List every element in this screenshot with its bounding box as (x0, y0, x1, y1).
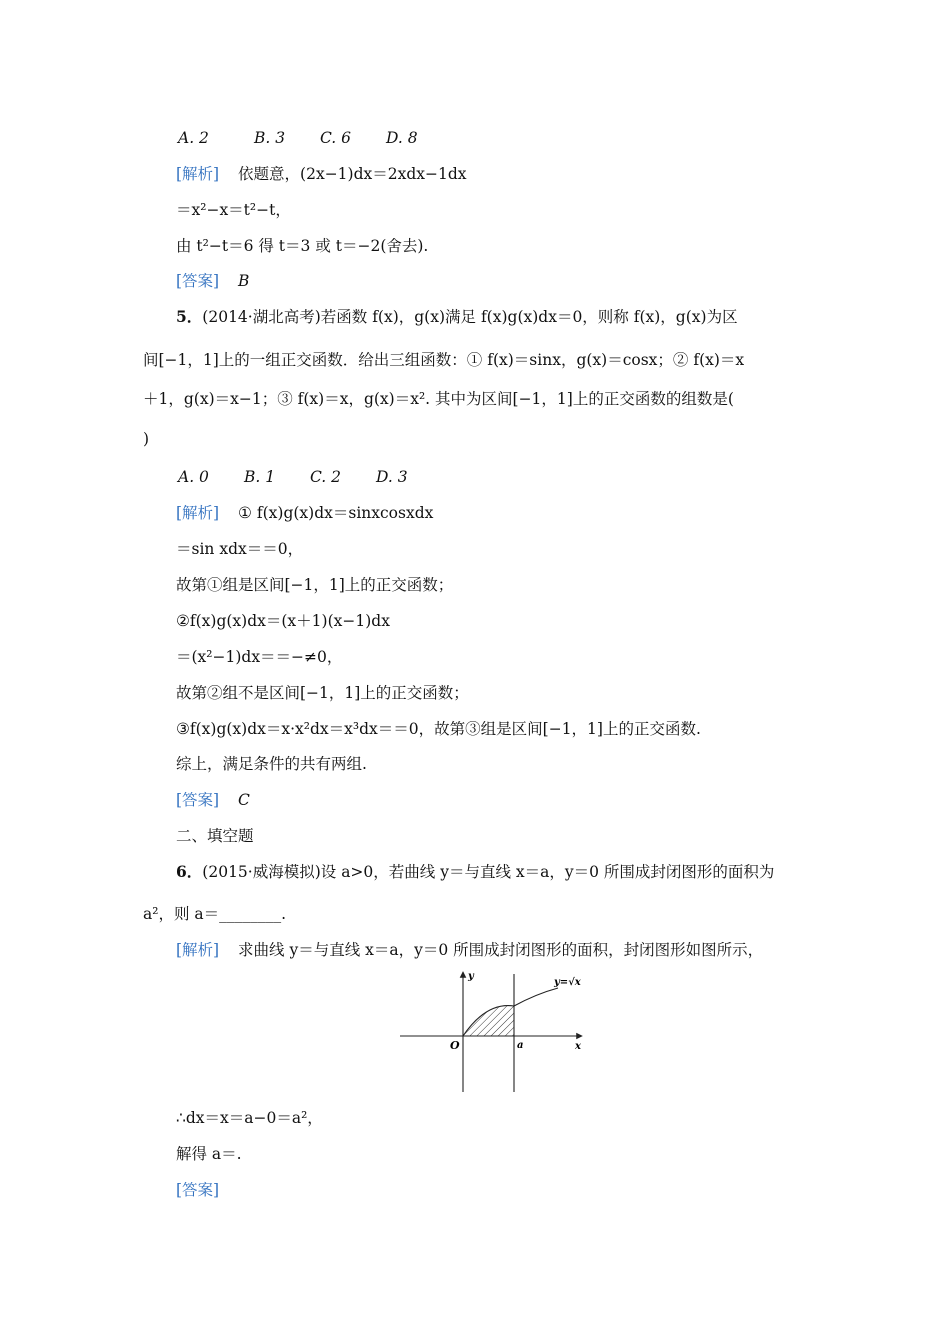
q5-stem-line-2: 间[−1，1]上的一组正交函数．给出三组函数：① f(x)＝sinx，g(x)＝cosx；② f(x)＝x (143, 351, 745, 369)
q5-option-b: B. 1 (244, 468, 276, 486)
shaded-region (463, 1006, 514, 1036)
q4-options (178, 128, 418, 148)
q5-analysis-line-7: ③f(x)g(x)dx＝x·x²dx＝x³dx＝＝0，故第③组是区间[−1，1]上的正交函数. (176, 720, 701, 738)
q4-analysis-line-1 (176, 164, 467, 184)
q5-options (178, 467, 408, 487)
q6-analysis-tag: [解析] (176, 941, 220, 959)
origin-label: O (450, 1039, 460, 1052)
q6-after-line-1: ∴dx＝x＝a−0＝a²， (176, 1109, 323, 1127)
q6-analysis-text-1: 求曲线 y＝与直线 x＝a，y＝0 所围成封闭图形的面积，封闭图形如图所示， (238, 941, 764, 959)
q5-analysis-line-6: 故第②组不是区间[−1，1]上的正交函数； (176, 684, 469, 702)
q6-analysis-line-1 (176, 940, 763, 960)
q5-option-a: A. 0 (178, 468, 209, 486)
q6-number: 6． (176, 862, 203, 881)
q4-analysis-tag: [解析] (176, 165, 220, 183)
q6-answer-line (176, 1180, 219, 1200)
q5-analysis-line-4: ②f(x)g(x)dx＝(x＋1)(x−1)dx (176, 612, 390, 630)
q5-option-d: D. 3 (376, 468, 408, 486)
y-axis-label: y (468, 971, 474, 982)
q5-analysis-text-1: ① f(x)g(x)dx＝sinxcosxdx (238, 504, 434, 522)
q5-analysis-line-5: ＝(x²−1)dx＝＝−≠0， (176, 648, 343, 666)
q5-stem-line-3: ＋1，g(x)＝x−1；③ f(x)＝x，g(x)＝x². 其中为区间[−1，1]上的正交函数的组数是( (143, 390, 734, 408)
q4-analysis-text-1: 依题意，(2x−1)dx＝2xdx−1dx (238, 165, 467, 183)
q5-analysis-line-2: ＝sin xdx＝＝0， (176, 540, 304, 558)
section-heading: 二、填空题 (176, 827, 254, 845)
q5-number: 5． (176, 307, 203, 326)
q6-answer-tag: [答案] (176, 1181, 220, 1199)
q5-analysis-tag: [解析] (176, 504, 220, 522)
x-axis-label: x (575, 1041, 581, 1052)
q4-option-d: D. 8 (386, 129, 418, 147)
q4-analysis-line-3: 由 t²−t＝6 得 t＝3 或 t＝−2(舍去). (176, 237, 429, 255)
q5-stem-line-1 (176, 307, 738, 327)
q4-option-b: B. 3 (254, 129, 286, 147)
q4-option-c: C. 6 (320, 129, 352, 147)
q5-analysis-line-3: 故第①组是区间[−1，1]上的正交函数； (176, 576, 454, 594)
q6-after-line-2: 解得 a＝. (176, 1145, 242, 1163)
q5-answer-line (176, 790, 250, 810)
q6-stem-text-1: (2015·威海模拟)设 a>0，若曲线 y＝与直线 x＝a，y＝0 所围成封闭图形的面积为 (202, 863, 775, 881)
q4-answer-tag: [答案] (176, 272, 220, 290)
q6-stem-line-2: a²，则 a＝________. (143, 905, 287, 923)
sqrt-area-figure (398, 966, 588, 1094)
q5-analysis-line-1 (176, 503, 433, 523)
q5-stem-line-4: ) (143, 430, 150, 448)
a-label: a (517, 1040, 524, 1051)
q4-answer-value: B (238, 272, 250, 290)
q5-answer-tag: [答案] (176, 791, 220, 809)
q4-answer-line (176, 271, 249, 291)
q4-analysis-line-2: ＝x²−x＝t²−t， (176, 201, 291, 219)
curve-label: y=√x (554, 977, 581, 988)
q5-analysis-line-8: 综上，满足条件的共有两组. (176, 755, 367, 773)
q6-stem-line-1 (176, 862, 774, 882)
q4-option-a: A. 2 (178, 129, 209, 147)
q5-answer-value: C (238, 791, 250, 809)
q5-option-c: C. 2 (310, 468, 342, 486)
q5-stem-text-1: (2014·湖北高考)若函数 f(x)，g(x)满足 f(x)g(x)dx＝0，则称 f(x)，g(x)为区 (202, 308, 738, 326)
